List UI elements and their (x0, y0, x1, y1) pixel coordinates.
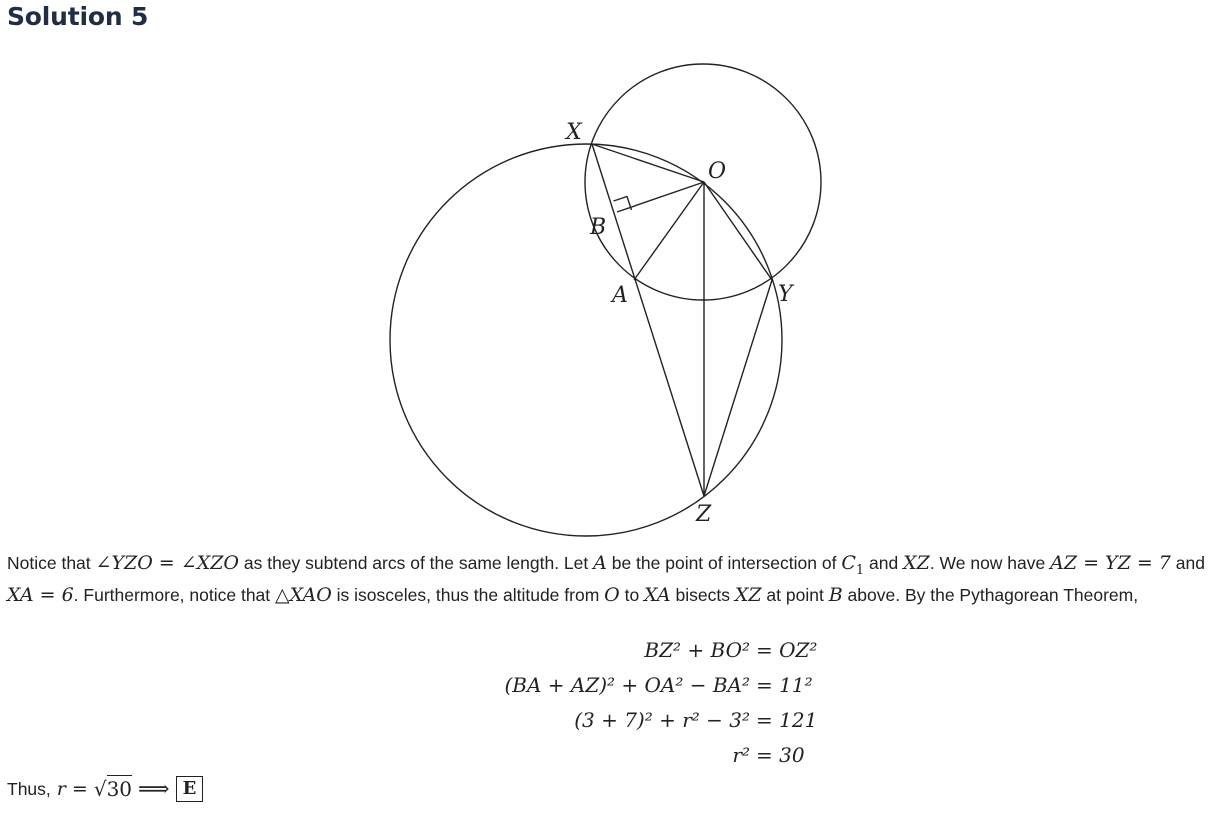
label-o: O (708, 159, 727, 184)
math-xz-2: XZ (734, 584, 762, 607)
text: . Furthermore, notice that (73, 585, 276, 606)
conclusion-line (7, 776, 203, 802)
text: and (864, 553, 904, 573)
explanation-paragraph (7, 551, 1207, 609)
equation-rhs: = 11² (756, 672, 813, 697)
text: is isosceles, thus the altitude from (331, 585, 605, 606)
math-xa-2: XA (644, 584, 671, 607)
segment-xo (592, 144, 704, 182)
label-x: X (566, 120, 582, 145)
large-circle (390, 144, 782, 536)
math-xa: XA = 6 (7, 584, 74, 607)
text: and (1170, 553, 1205, 573)
equation-rhs: = OZ² (756, 637, 818, 662)
math-o: O (604, 584, 620, 607)
conclusion-variable: r = (56, 778, 88, 800)
math-a: A (593, 552, 607, 574)
square-root: √30 (93, 777, 133, 801)
math-xz: XZ (903, 552, 930, 574)
equation-lhs: (BA + AZ)² + OA² − BA² (504, 672, 750, 697)
equation-row (430, 632, 817, 667)
label-a: A (612, 283, 628, 308)
equation-row (430, 667, 817, 702)
text: be the point of intersection of (606, 553, 842, 573)
equation-row (430, 702, 817, 737)
equation-lhs: r² (732, 742, 750, 767)
implies-arrow: ⟹ (138, 776, 170, 802)
segment-xz (592, 144, 704, 496)
segment-oa (634, 182, 704, 280)
equation-row (430, 737, 817, 772)
math-subscript: 1 (855, 562, 865, 578)
equation-rhs: = 121 (756, 707, 818, 732)
equation-lhs: (3 + 7)² + r² − 3² (574, 707, 750, 732)
text: above. By the Pythagorean Theorem, (842, 585, 1139, 606)
text: . We now have (929, 553, 1051, 573)
segment-oy (704, 182, 772, 280)
text: to (619, 585, 645, 606)
text: bisects (670, 585, 735, 606)
text: Notice that (7, 553, 96, 573)
math-angle-equality: ∠YZO = ∠XZO (95, 552, 239, 574)
label-b: B (590, 215, 607, 240)
conclusion-prefix: Thus, (7, 778, 51, 799)
solution-heading: Solution 5 (7, 2, 149, 31)
math-xao: XAO (289, 584, 332, 607)
math-c1 (841, 552, 865, 578)
math-az-yz: AZ = YZ = 7 (1050, 552, 1171, 574)
text: at point (761, 585, 829, 606)
label-y: Y (778, 282, 793, 307)
equation-rhs: = 30 (756, 742, 805, 767)
radicand: 30 (106, 777, 133, 801)
equation-block (430, 632, 817, 772)
equation-lhs: BZ² + BO² (644, 637, 750, 662)
triangle-symbol: △ (275, 584, 290, 607)
math-b: B (828, 584, 843, 607)
text: as they subtend arcs of the same length. Let (239, 553, 594, 573)
label-z: Z (696, 502, 712, 527)
math-c: C (841, 552, 856, 574)
answer-box: E (176, 776, 204, 802)
